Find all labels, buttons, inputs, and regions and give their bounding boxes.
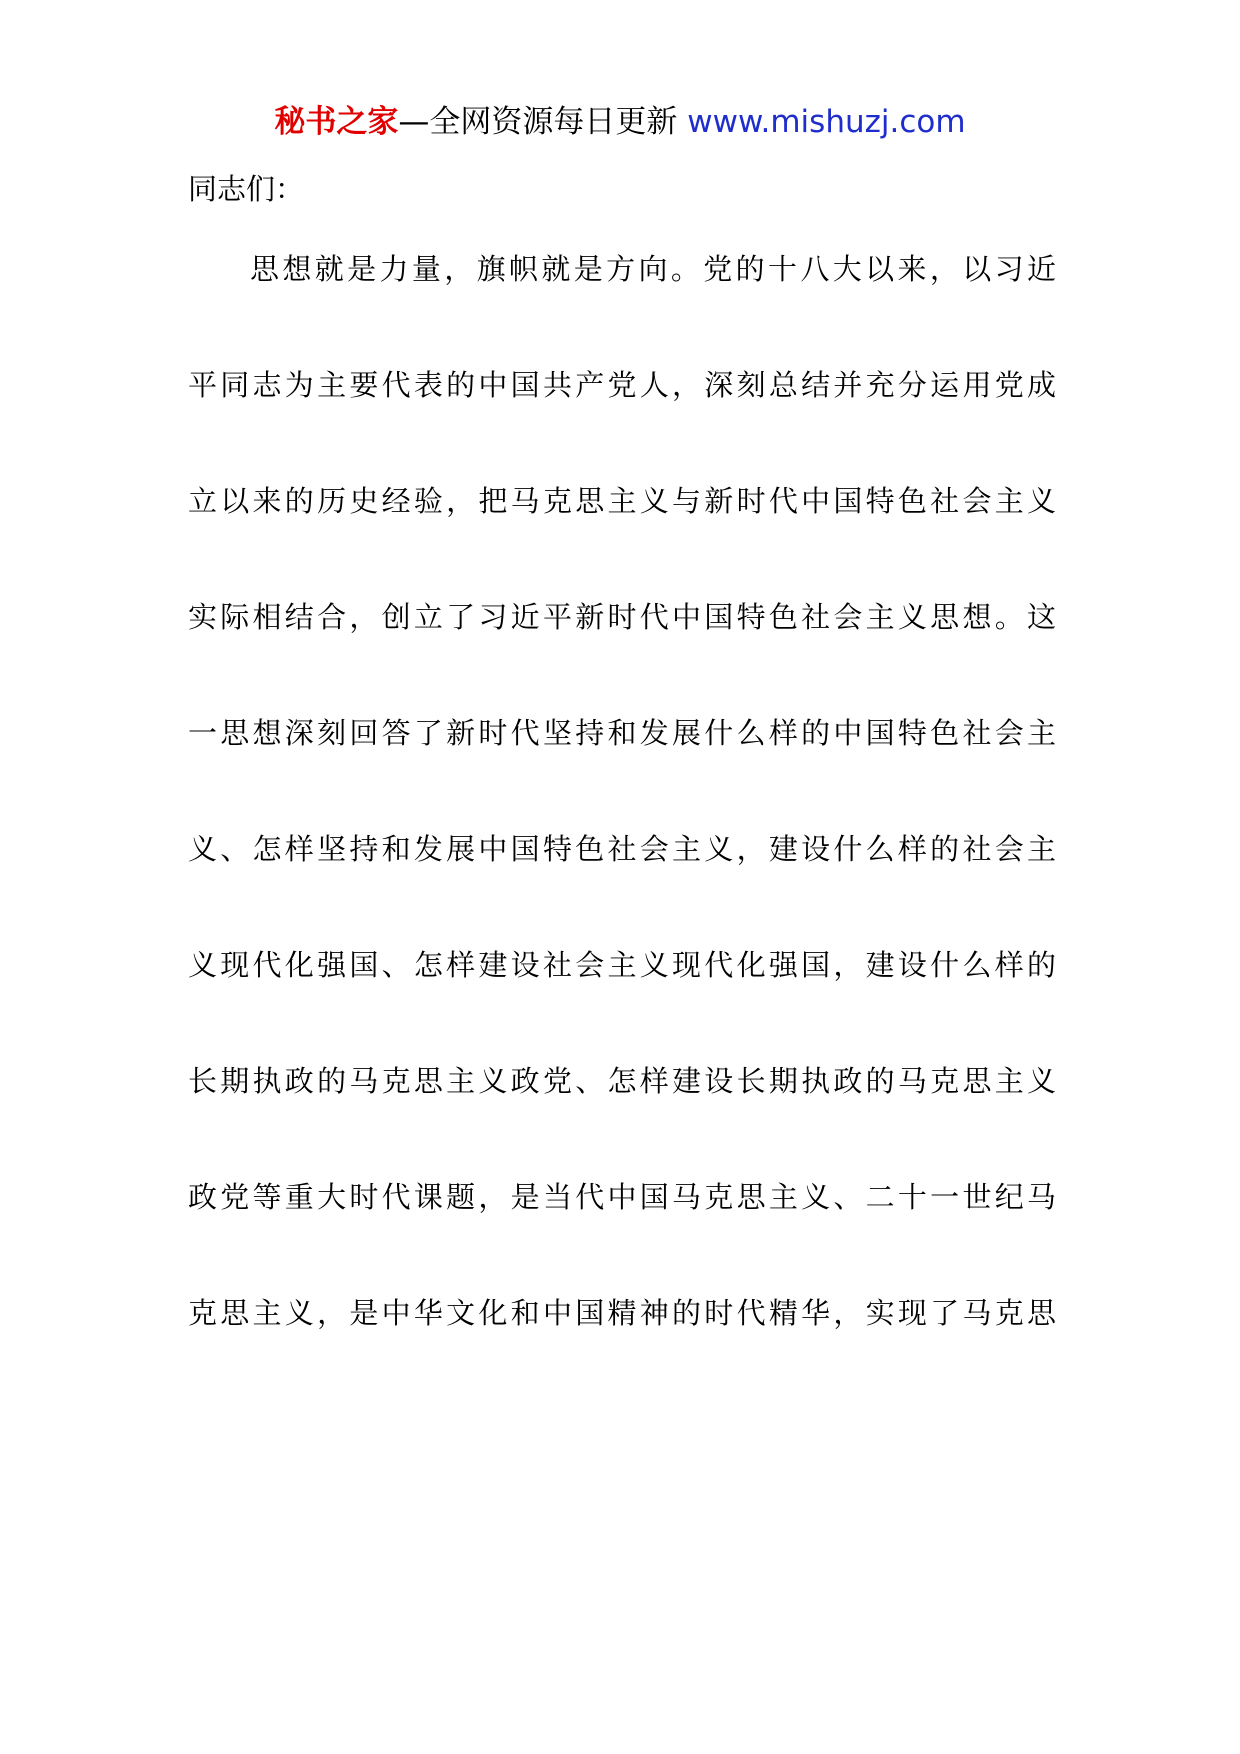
site-header [0,100,1240,144]
body-line: 实际相结合，创立了习近平新时代中国特色社会主义思想。这 [188,600,1056,634]
body-line: 平同志为主要代表的中国共产党人，深刻总结并充分运用党成 [188,368,1056,402]
body-line: 长期执政的马克思主义政党、怎样建设长期执政的马克思主义 [188,1064,1056,1098]
body-line: 立以来的历史经验，把马克思主义与新时代中国特色社会主义 [188,484,1056,518]
body-line: 义、怎样坚持和发展中国特色社会主义，建设什么样的社会主 [188,832,1056,866]
body-line: 克思主义，是中华文化和中国精神的时代精华，实现了马克思 [188,1296,1056,1330]
body-line: 思想就是力量，旗帜就是方向。党的十八大以来，以习近 [250,252,1056,286]
brand-name: 秘书之家 [274,104,399,140]
body-line: 义现代化强国、怎样建设社会主义现代化强国，建设什么样的 [188,948,1056,982]
salutation: 同志们： [188,172,305,206]
site-url-link[interactable]: www.mishuzj.com [687,104,966,140]
header-tagline: —全网资源每日更新 [398,104,688,140]
body-line: 政党等重大时代课题，是当代中国马克思主义、二十一世纪马 [188,1180,1056,1214]
body-line: 一思想深刻回答了新时代坚持和发展什么样的中国特色社会主 [188,716,1056,750]
